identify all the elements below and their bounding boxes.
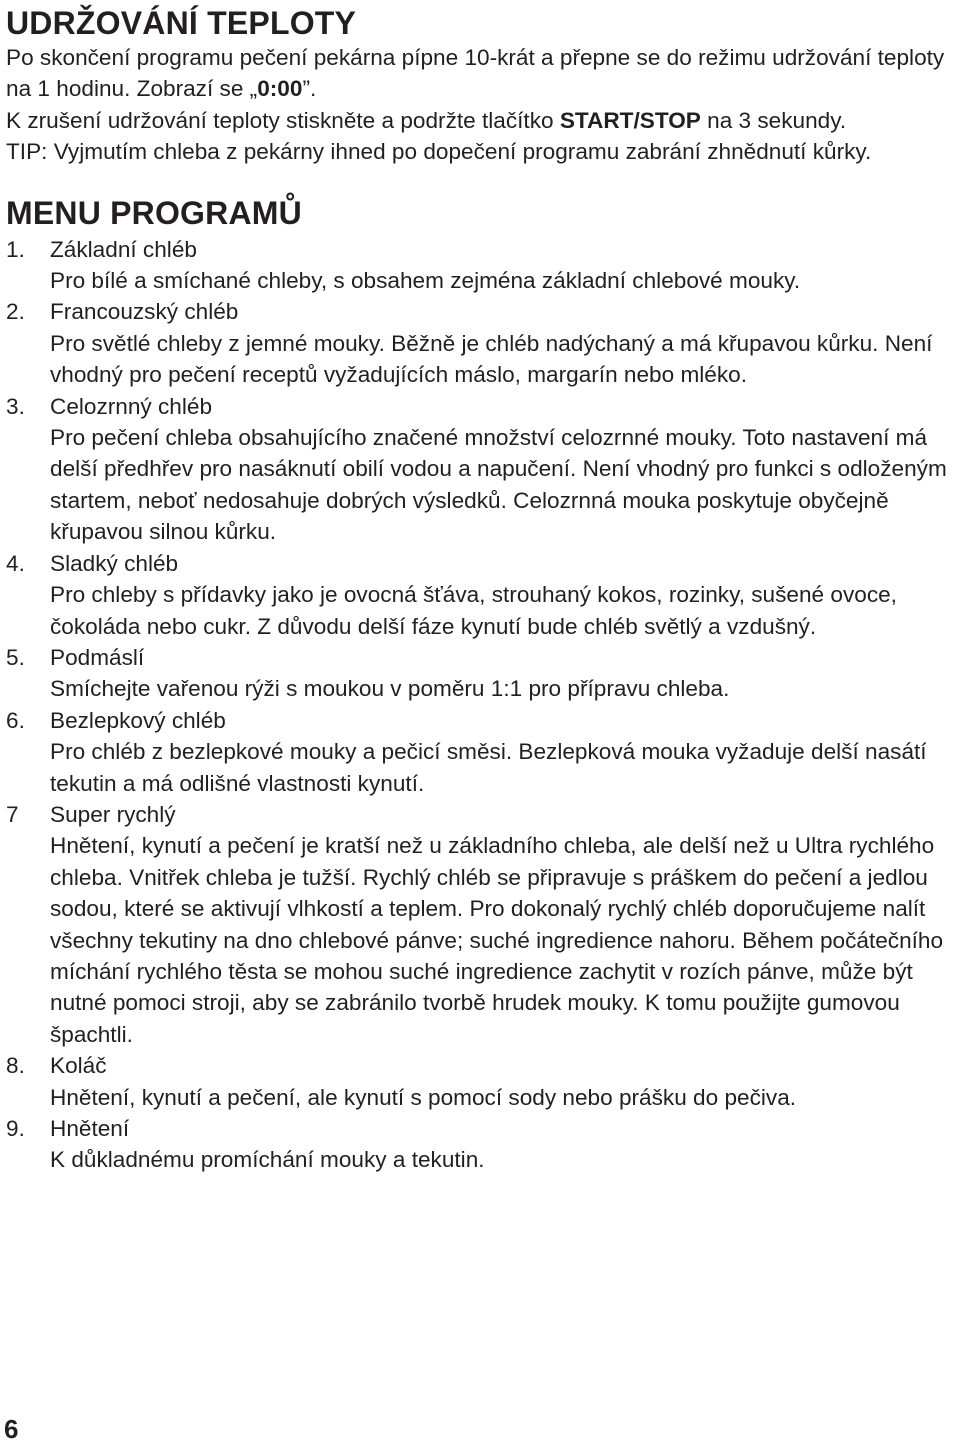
- program-name: Sladký chléb: [50, 550, 179, 576]
- program-item: [6, 799, 956, 1050]
- program-name: Francouzský chléb: [50, 299, 239, 325]
- program-number: 8.: [6, 1053, 25, 1079]
- p1-end: ”.: [302, 76, 317, 102]
- menu-title: MENU PROGRAMŮ: [6, 194, 302, 231]
- temperature-paragraph-1: [6, 42, 956, 105]
- program-name: Celozrnný chléb: [50, 393, 213, 419]
- program-description: Pro světlé chleby z jemné mouky. Běžně je chléb nadýchaný a má křupavou kůrku. Není vhodný pro pečení receptů vyžadujících máslo, margarín nebo mléko.: [50, 330, 933, 388]
- program-number: 6.: [6, 707, 25, 733]
- program-list: [6, 234, 956, 1176]
- program-number: 3.: [6, 393, 25, 419]
- p2-end: na 3 sekundy.: [700, 107, 847, 133]
- program-description: Pro chléb z bezlepkové mouky a pečicí směsi. Bezlepková mouka vyžaduje delší nasátí tekutin a má odlišné vlastnosti kynutí.: [50, 739, 927, 796]
- program-item: [6, 391, 956, 548]
- start-stop-label: START/STOP: [559, 107, 701, 133]
- program-description: Hnětení, kynutí a pečení, ale kynutí s pomocí sody nebo prášku do pečiva.: [50, 1084, 797, 1110]
- display-value: 0:00: [257, 76, 303, 102]
- p2-text: K zrušení udržování teploty stiskněte a podržte tlačítko: [6, 107, 560, 133]
- program-description: Pro bílé a smíchané chleby, s obsahem zejména základní chlebové mouky.: [50, 268, 801, 294]
- program-description: K důkladnému promíchání mouky a tekutin.: [50, 1147, 485, 1173]
- temperature-paragraph-2: [6, 105, 956, 136]
- program-item: [6, 642, 956, 705]
- program-number: 4.: [6, 550, 25, 576]
- program-item: [6, 548, 956, 642]
- manual-page: [6, 4, 956, 1176]
- program-number: 7: [6, 801, 19, 827]
- tip-paragraph: TIP: Vyjmutím chleba z pekárny ihned po dopečení programu zabrání zhnědnutí kůrky.: [6, 139, 872, 165]
- temperature-title: UDRŽOVÁNÍ TEPLOTY: [6, 5, 357, 41]
- program-description: Pro chleby s přídavky jako je ovocná šťáva, strouhaný kokos, rozinky, sušené ovoce, čokoláda nebo cukr. Z důvodu delší fáze kynutí bude chléb světlý a vzdušný.: [50, 582, 897, 639]
- program-name: Základní chléb: [50, 236, 197, 262]
- program-number: 5.: [6, 644, 25, 670]
- program-number: 2.: [6, 299, 25, 325]
- program-item: [6, 234, 956, 297]
- program-name: Bezlepkový chléb: [50, 707, 226, 733]
- program-item: [6, 1050, 956, 1113]
- program-description: Pro pečení chleba obsahujícího značené množství celozrnné mouky. Toto nastavení má delší předhřev pro nasáknutí obilí vodou a napučení. Není vhodný pro funkci s odloženým startem, neboť nedosahuje dobrých výsledků. Celozrnná mouka poskytuje obyčejně křupavou silnou kůrku.: [50, 425, 947, 545]
- program-name: Koláč: [50, 1053, 107, 1079]
- program-description: Hnětení, kynutí a pečení je kratší než u základního chleba, ale delší než u Ultra rychlého chleba. Vnitřek chleba je tužší. Rychlý chléb se připravuje s práškem do pečení a jedlou sodou, které se aktivují vlhkostí a teplem. Pro dokonalý rychlý chléb doporučujeme nalít všechny tekutiny na dno chlebové pánve; suché ingredience nahoru. Během počátečního míchání rychlého těsta se mohou suché ingredience zachytit v rozích pánve, může být nutné pomoci stroji, aby se zabránilo tvorbě hrudek mouky. K tomu použijte gumovou špachtli.: [50, 833, 944, 1047]
- program-item: [6, 296, 956, 390]
- program-item: [6, 705, 956, 799]
- program-number: 9.: [6, 1116, 25, 1141]
- p1-text: Po skončení programu pečení pekárna pípne 10-krát a přepne se do režimu udržování teploty na 1 hodinu. Zobrazí se „: [6, 45, 945, 102]
- program-description: Smíchejte vařenou rýži s moukou v poměru 1:1 pro přípravu chleba.: [50, 676, 730, 702]
- program-item: [6, 1113, 956, 1176]
- program-name: Podmáslí: [50, 644, 145, 670]
- page-number: 6: [4, 1414, 19, 1444]
- program-name: Super rychlý: [50, 801, 176, 827]
- program-name: Hnětení: [50, 1116, 130, 1141]
- program-number: 1.: [6, 236, 25, 262]
